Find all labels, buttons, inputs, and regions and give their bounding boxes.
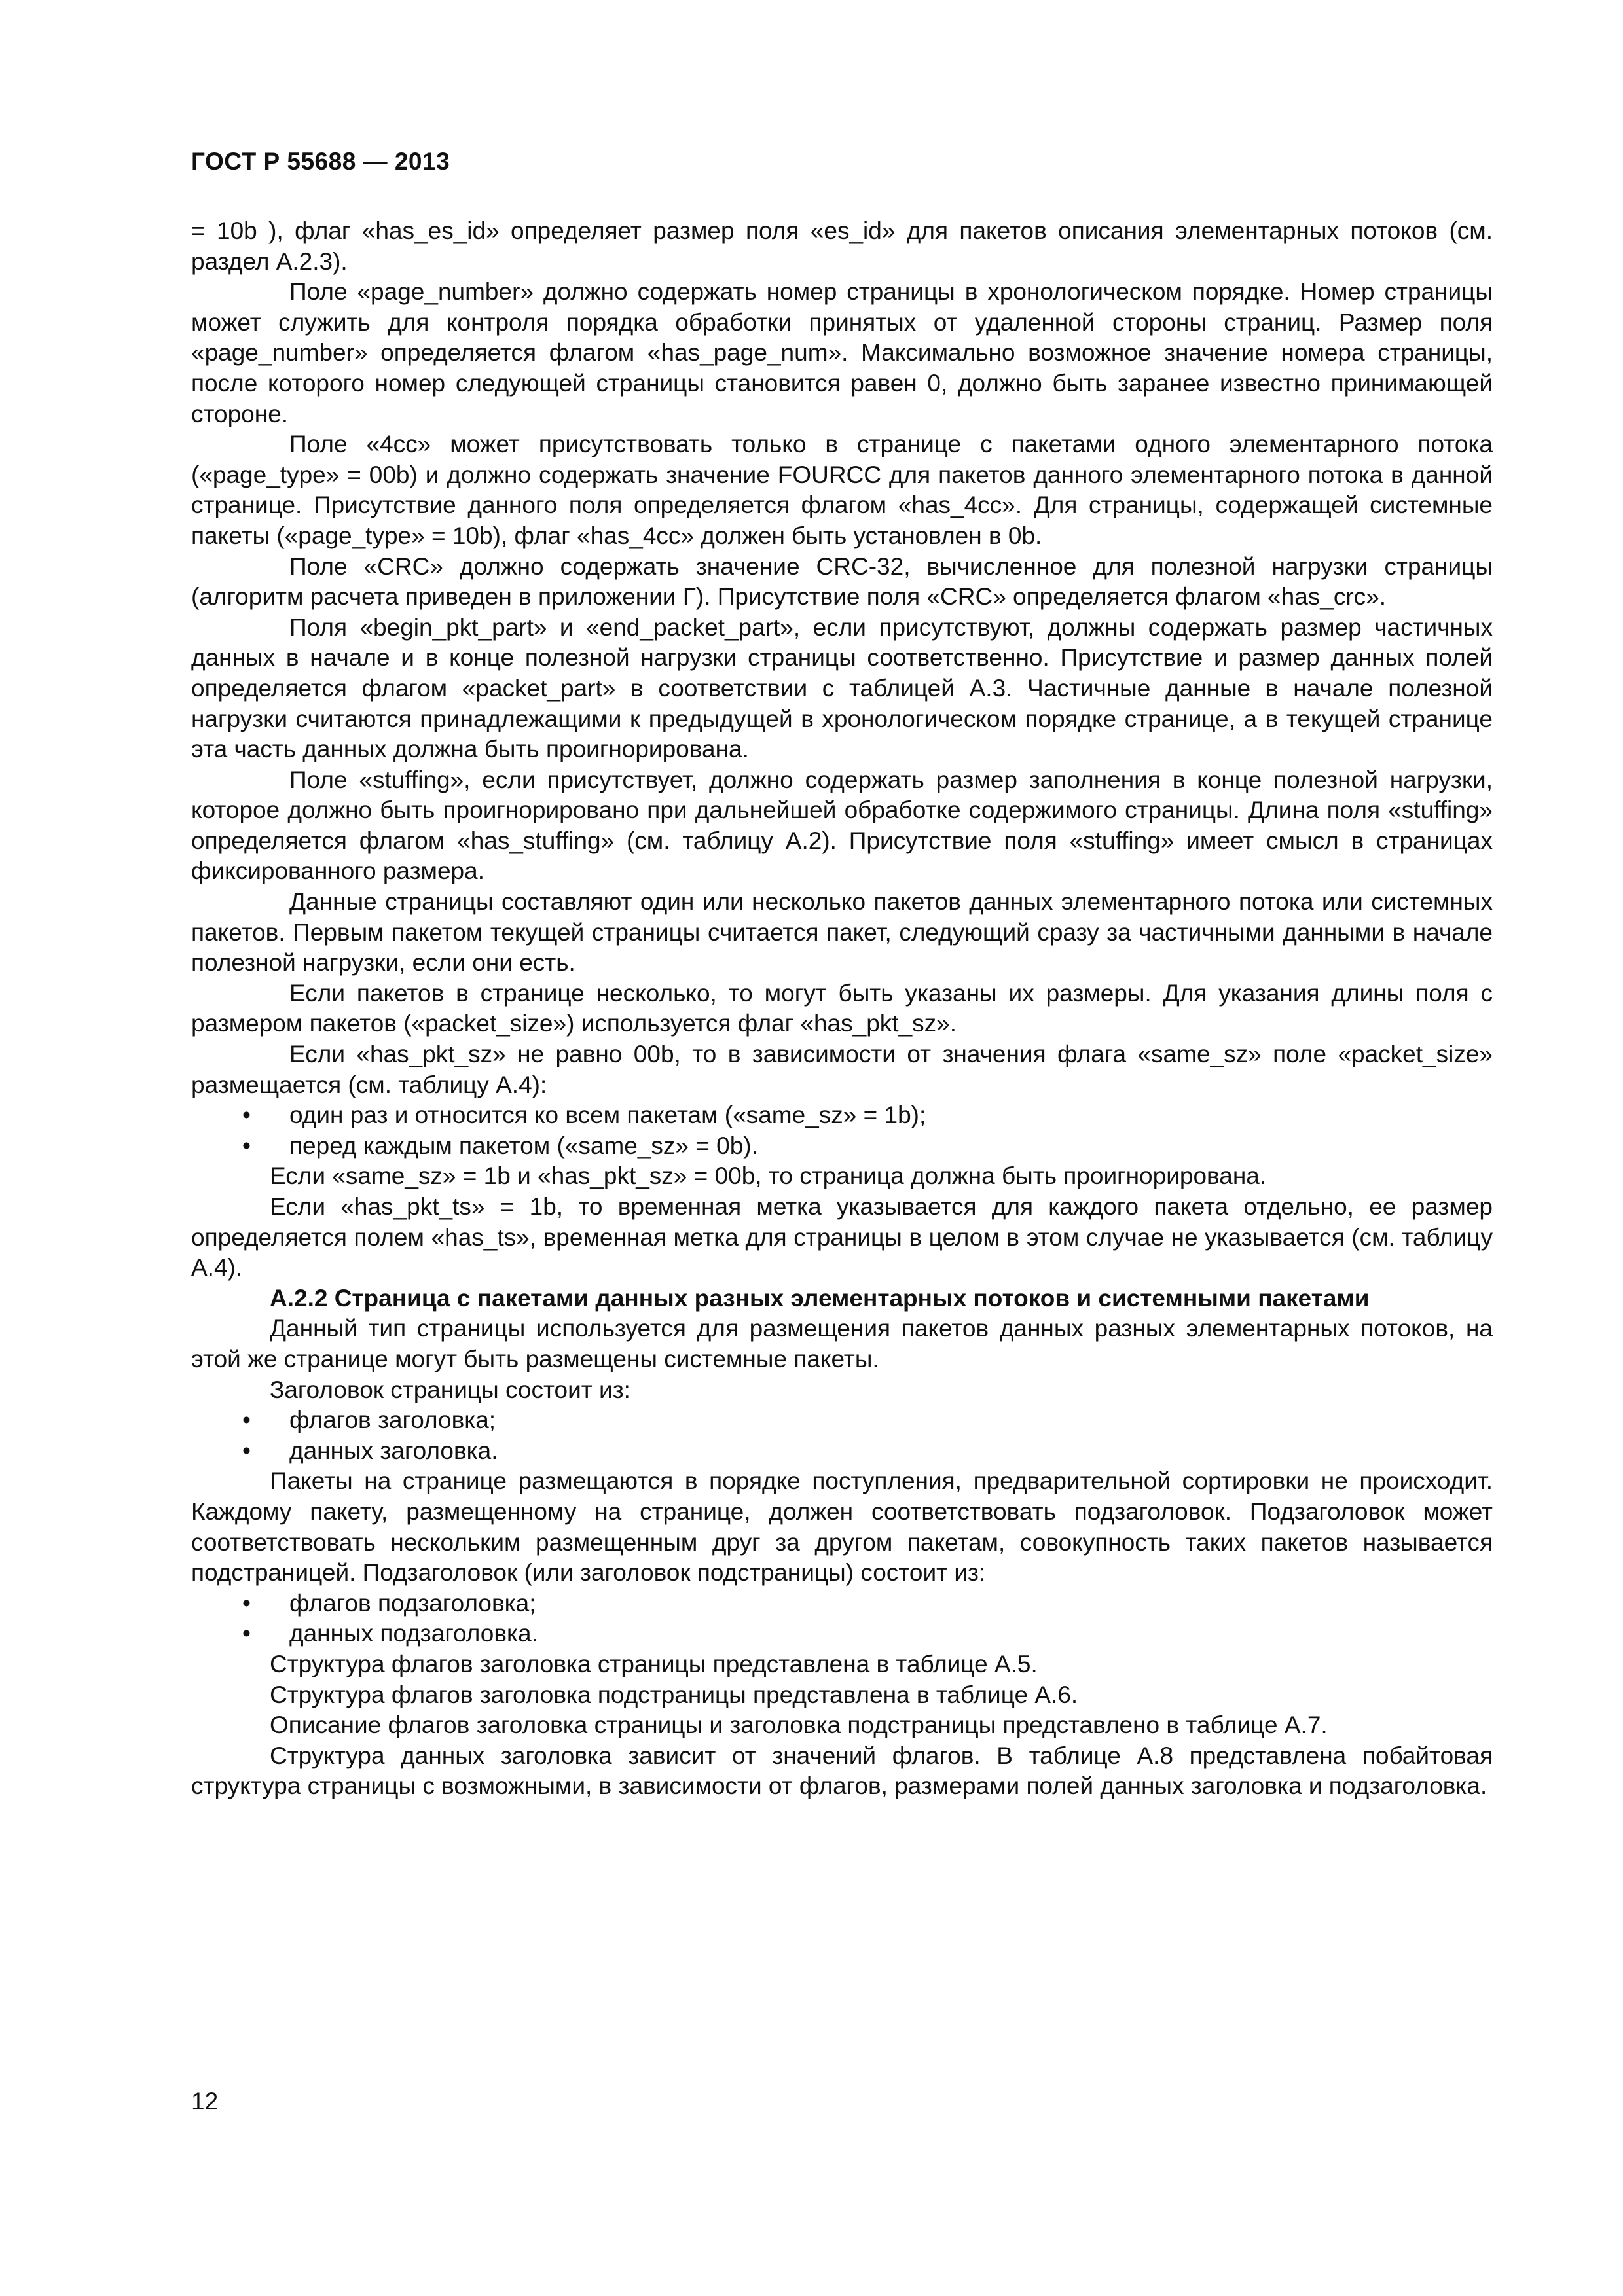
list-item: • данных подзаголовка. xyxy=(191,1619,1493,1649)
paragraph: Поле «page_number» должно содержать номер страницы в хронологическом порядке. Номер страницы может служить для контроля порядка обработки принятых от удаленной стороны страниц. Размер поля «page_number» определяется флагом «has_page_num». Максимально возможное значение номера страницы, после которого номер следующей страницы становится равен 0, должно быть заранее известно принимающей стороне. xyxy=(191,278,1493,427)
page-number: 12 xyxy=(191,2088,219,2115)
bullet-list xyxy=(191,1100,1493,1161)
paragraph: Структура флагов заголовка подстраницы представлена в таблице А.6. xyxy=(270,1681,1078,1708)
paragraph: = 10b ), флаг «has_es_id» определяет размер поля «es_id» для пакетов описания элементарных потоков (см. раздел А.2.3). xyxy=(191,217,1493,275)
paragraph: Если «same_sz» = 1b и «has_pkt_sz» = 00b, то страница должна быть проигнорирована. xyxy=(270,1162,1267,1190)
paragraph: Если «has_pkt_ts» = 1b, то временная метка указывается для каждого пакета отдельно, ее размер определяется полем «has_ts», временная метка для страницы в целом в этом случае не указывается (см. таблицу А.4). xyxy=(191,1193,1493,1282)
list-item: • один раз и относится ко всем пакетам («same_sz» = 1b); xyxy=(191,1100,1493,1131)
paragraph: Структура флагов заголовка страницы представлена в таблице А.5. xyxy=(270,1650,1038,1677)
paragraph: Если «has_pkt_sz» не равно 00b, то в зависимости от значения флага «same_sz» поле «packet_size» размещается (см. таблицу А.4): xyxy=(191,1041,1493,1098)
bullet-list xyxy=(191,1588,1493,1649)
paragraph: Поле «stuffing», если присутствует, должно содержать размер заполнения в конце полезной нагрузки, которое должно быть проигнорировано при дальнейшей обработке содержимого страницы. Длина поля «stuffing» определяется флагом «has_stuffing» (см. таблицу А.2). Присутствие поля «stuffing» имеет смысл в страницах фиксированного размера. xyxy=(191,766,1493,885)
bullet-list xyxy=(191,1405,1493,1466)
list-item: • данных заголовка. xyxy=(191,1436,1493,1467)
list-item: • флагов подзаголовка; xyxy=(191,1588,1493,1619)
paragraph: Пакеты на странице размещаются в порядке поступления, предварительной сортировки не происходит. Каждому пакету, размещенному на странице, должен соответствовать подзаголовок. Подзаголовок может соответствовать нескольким размещенным друг за другом пакетам, совокупность таких пакетов называется подстраницей. Подзаголовок (или заголовок подстраницы) состоит из: xyxy=(191,1467,1493,1587)
document-header: ГОСТ Р 55688 — 2013 xyxy=(191,148,450,175)
paragraph: Данный тип страницы используется для размещения пакетов данных разных элементарных потоков, на этой же странице могут быть размещены системные пакеты. xyxy=(191,1315,1493,1372)
paragraph: Поля «begin_pkt_part» и «end_packet_part», если присутствуют, должны содержать размер частичных данных в начале и в конце полезной нагрузки страницы соответственно. Присутствие и размер данных полей определяется флагом «packet_part» в соответствии с таблицей А.3. Частичные данные в начале полезной нагрузки считаются принадлежащими к предыдущей в хронологическом порядке странице, а в текущей странице эта часть данных должна быть проигнорирована. xyxy=(191,613,1493,763)
list-item: • флагов заголовка; xyxy=(191,1405,1493,1436)
paragraph: Описание флагов заголовка страницы и заголовка подстраницы представлено в таблице А.7. xyxy=(270,1712,1328,1739)
paragraph: Если пакетов в странице несколько, то могут быть указаны их размеры. Для указания длины поля с размером пакетов («packet_size») используется флаг «has_pkt_sz». xyxy=(191,979,1493,1037)
paragraph: Данные страницы составляют один или несколько пакетов данных элементарного потока или системных пакетов. Первым пакетом текущей страницы считается пакет, следующий сразу за частичными данными в начале полезной нагрузки, если они есть. xyxy=(191,888,1493,977)
section-heading: А.2.2 Страница с пакетами данных разных элементарных потоков и системными пакетами xyxy=(270,1284,1370,1312)
paragraph: Поле «4cc» может присутствовать только в странице с пакетами одного элементарного потока («page_type» = 00b) и должно содержать значение FOURCC для пакетов данного элементарного потока в данной странице. Присутствие данного поля определяется флагом «has_4cc». Для страницы, содержащей системные пакеты («page_type» = 10b), флаг «has_4cc» должен быть установлен в 0b. xyxy=(191,431,1493,549)
paragraph: Заголовок страницы состоит из: xyxy=(270,1376,630,1403)
paragraph: Структура данных заголовка зависит от значений флагов. В таблице А.8 представлена побайтовая структура страницы с возможными, в зависимости от флагов, размерами полей данных заголовка и подзаголовка. xyxy=(191,1742,1493,1800)
document-body xyxy=(191,216,1493,1802)
paragraph: Поле «CRC» должно содержать значение CRC-32, вычисленное для полезной нагрузки страницы (алгоритм расчета приведен в приложении Г). Присутствие поля «CRC» определяется флагом «has_crc». xyxy=(191,552,1493,611)
list-item: • перед каждым пакетом («same_sz» = 0b). xyxy=(191,1131,1493,1162)
